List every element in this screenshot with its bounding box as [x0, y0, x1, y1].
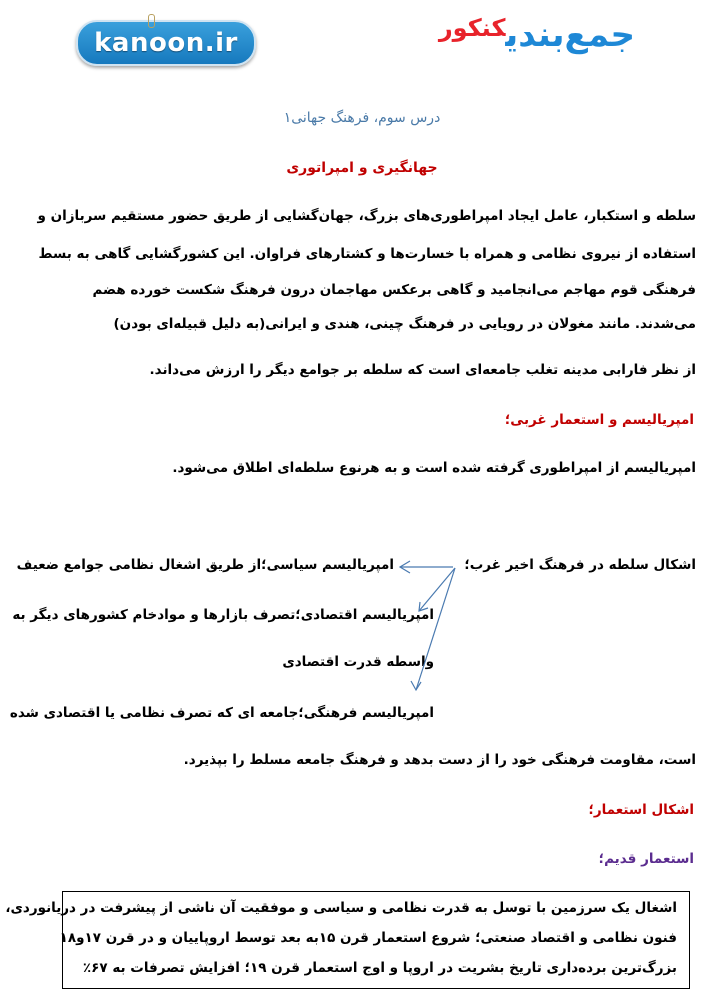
imperialism-definition: امپریالیسم از امپراطوری گرفته شده است و به هرنوع سلطه‌ای اطلاق می‌شود. [172, 460, 696, 476]
political-imperialism: امپریالیسم سیاسی؛از طریق اشغال نظامی جوامع ضعیف [16, 557, 394, 573]
section-title: جهانگیری و امپراتوری [286, 160, 438, 176]
economic-imperialism-line2: واسطه قدرت اقتصادی [282, 654, 434, 670]
logo-main-text: جمع‌بندی [505, 15, 635, 55]
jambandi-konkur-logo [410, 14, 635, 64]
logo-accent-text: کنکور [438, 14, 506, 42]
old-colonialism-heading: استعمار قدیم؛ [598, 851, 694, 867]
arrow-to-economic [419, 568, 455, 611]
old-colonialism-box [5, 891, 690, 989]
kanoon-logo [76, 20, 256, 66]
intro-line: سلطه و استکبار، عامل ایجاد امپراطوری‌های بزرگ، جهان‌گشایی از طریق حضور مستقیم سربازان و [37, 208, 696, 224]
kanoon-logo-text: kanoon.ir [94, 28, 238, 58]
lesson-title: درس سوم، فرهنگ جهانی۱ [283, 110, 441, 126]
intro-line: می‌شدند. مانند مغولان در رویایی در فرهنگ چینی، هندی و ایرانی(به دلیل قبیله‌ای بودن) [113, 316, 696, 332]
box-line: بزرگ‌ترین برده‌داری تاریخ بشریت در اروپا و اوج استعمار قرن ۱۹؛ افزایش تصرفات به ۶۷٪ [82, 960, 677, 976]
colonialism-heading: اشکال استعمار؛ [588, 802, 694, 818]
arrow-to-political [400, 561, 453, 573]
box-line: فنون نظامی و اقتصاد صنعتی؛ شروع استعمار قرن ۱۵به بعد توسط اروپاییان و در قرن ۱۷و۱۸ [59, 930, 677, 946]
economic-imperialism-line1: امپریالیسم اقتصادی؛تصرف بازارها و موادخام کشورهای دیگر به [12, 607, 434, 623]
arrow-to-cultural [411, 568, 455, 690]
imperialism-heading: امپریالیسم و استعمار غربی؛ [504, 412, 694, 428]
farabi-statement: از نظر فارابی مدینه تغلب جامعه‌ای است که سلطه بر جوامع دیگر را ارزش می‌داند. [149, 362, 696, 378]
cultural-imperialism-line2: است، مقاومت فرهنگی خود را از دست بدهد و فرهنگ جامعه مسلط را بپذیرد. [183, 752, 696, 768]
forms-label: اشکال سلطه در فرهنگ اخیر غرب؛ [464, 557, 696, 573]
paperclip-icon [148, 14, 155, 28]
box-line: اشغال یک سرزمین با توسل به قدرت نظامی و سیاسی و موفقیت آن ناشی از پیشرفت در دریانوردی، [5, 900, 677, 916]
intro-line: فرهنگی قوم مهاجم می‌انجامید و گاهی برعکس مهاجمان درون فرهنگ شکست خورده هضم [92, 282, 696, 298]
cultural-imperialism-line1: امپریالیسم فرهنگی؛جامعه ای که تصرف نظامی یا اقتصادی شده [9, 705, 434, 721]
intro-line: استفاده از نیروی نظامی و همراه با خسارت‌ها و کشتارهای فراوان. این کشورگشایی گاهی به بسط [38, 246, 696, 262]
